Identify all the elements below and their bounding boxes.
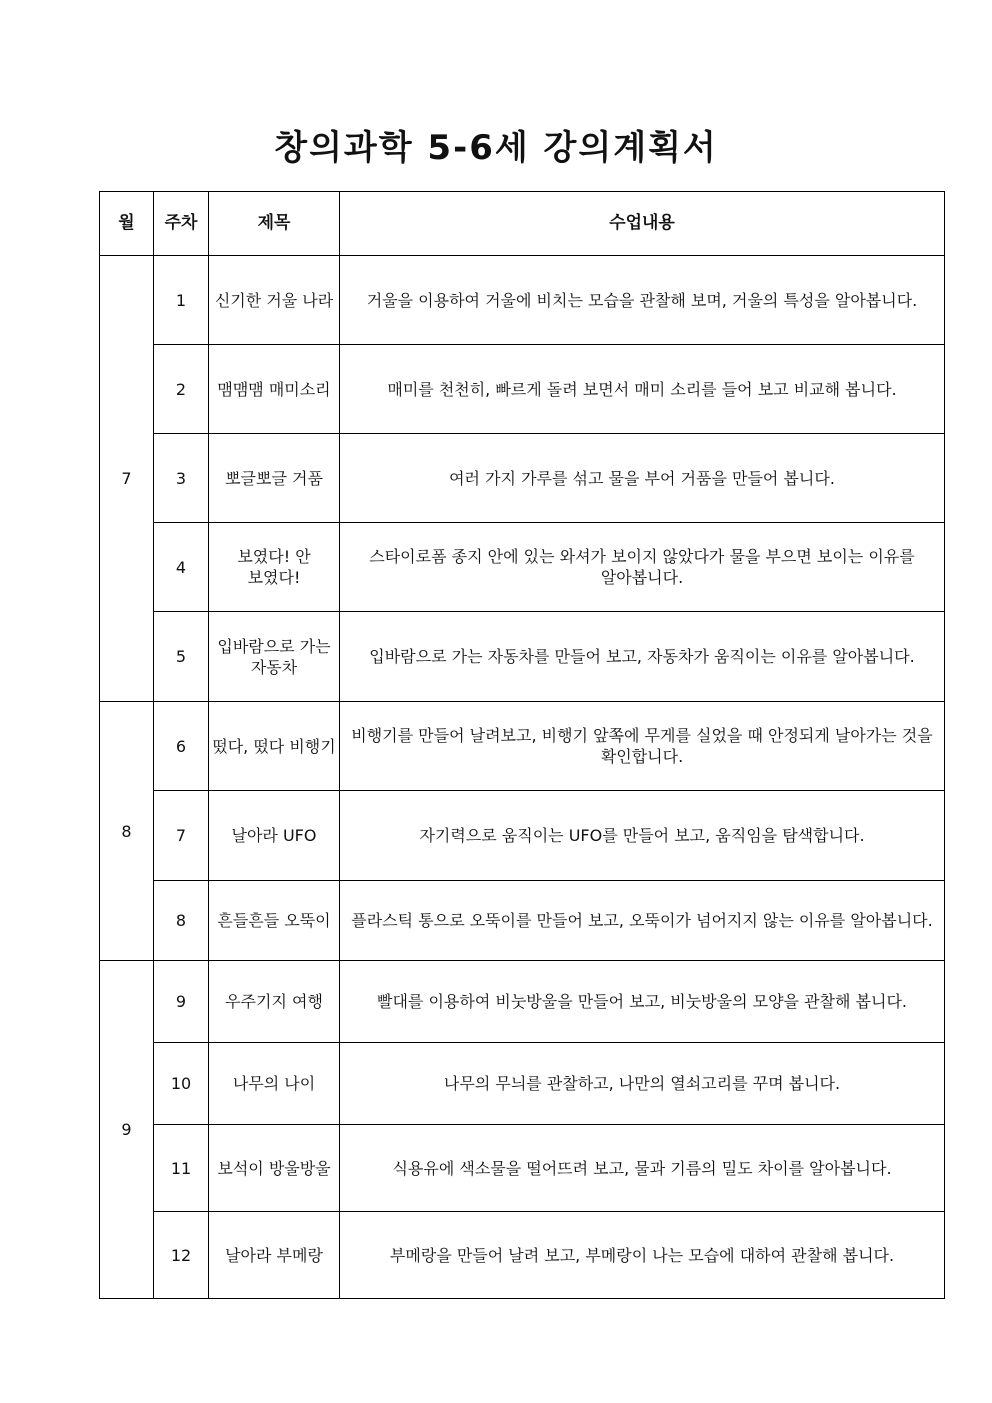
content-cell: 스타이로폼 종지 안에 있는 와셔가 보이지 않았다가 물을 부으면 보이는 이유를 알아봅니다. (340, 523, 945, 612)
week-cell: 3 (154, 434, 209, 523)
week-cell: 8 (154, 881, 209, 961)
content-cell: 자기력으로 움직이는 UFO를 만들어 보고, 움직임을 탐색합니다. (340, 791, 945, 881)
table-row (100, 256, 945, 345)
header-week: 주차 (154, 192, 209, 256)
month-cell: 7 (100, 256, 154, 702)
header-content: 수업내용 (340, 192, 945, 256)
subject-cell: 입바람으로 가는 자동차 (209, 612, 340, 702)
month-cell: 9 (100, 961, 154, 1299)
subject-cell: 나무의 나이 (209, 1043, 340, 1125)
table-row (100, 1125, 945, 1212)
subject-cell: 맴맴맴 매미소리 (209, 345, 340, 434)
week-cell: 4 (154, 523, 209, 612)
table-row (100, 1043, 945, 1125)
table-row (100, 434, 945, 523)
week-cell: 12 (154, 1212, 209, 1299)
header-row (100, 192, 945, 256)
week-cell: 1 (154, 256, 209, 345)
subject-cell: 뽀글뽀글 거품 (209, 434, 340, 523)
content-cell: 빨대를 이용하여 비눗방울을 만들어 보고, 비눗방울의 모양을 관찰해 봅니다. (340, 961, 945, 1043)
subject-cell: 우주기지 여행 (209, 961, 340, 1043)
subject-cell: 흔들흔들 오뚝이 (209, 881, 340, 961)
content-cell: 비행기를 만들어 날려보고, 비행기 앞쪽에 무게를 실었을 때 안정되게 날아가는 것을 확인합니다. (340, 702, 945, 791)
page-title: 창의과학 5-6세 강의계획서 (274, 128, 718, 168)
week-cell: 9 (154, 961, 209, 1043)
content-cell: 나무의 무늬를 관찰하고, 나만의 열쇠고리를 꾸며 봅니다. (340, 1043, 945, 1125)
week-cell: 7 (154, 791, 209, 881)
table-row (100, 881, 945, 961)
table-row (100, 345, 945, 434)
week-cell: 5 (154, 612, 209, 702)
lesson-plan-table (99, 191, 945, 1299)
content-cell: 거울을 이용하여 거울에 비치는 모습을 관찰해 보며, 거울의 특성을 알아봅니다. (340, 256, 945, 345)
header-month: 월 (100, 192, 154, 256)
subject-cell: 떴다, 떴다 비행기 (209, 702, 340, 791)
content-cell: 매미를 천천히, 빠르게 돌려 보면서 매미 소리를 들어 보고 비교해 봅니다. (340, 345, 945, 434)
week-cell: 2 (154, 345, 209, 434)
header-subject: 제목 (209, 192, 340, 256)
content-cell: 입바람으로 가는 자동차를 만들어 보고, 자동차가 움직이는 이유를 알아봅니다. (340, 612, 945, 702)
table-row (100, 702, 945, 791)
week-cell: 11 (154, 1125, 209, 1212)
subject-cell: 보였다! 안 보였다! (209, 523, 340, 612)
subject-cell: 날아라 부메랑 (209, 1212, 340, 1299)
table-row (100, 791, 945, 881)
table-row (100, 961, 945, 1043)
content-cell: 식용유에 색소물을 떨어뜨려 보고, 물과 기름의 밀도 차이를 알아봅니다. (340, 1125, 945, 1212)
content-cell: 여러 가지 가루를 섞고 물을 부어 거품을 만들어 봅니다. (340, 434, 945, 523)
table-row (100, 523, 945, 612)
subject-cell: 보석이 방울방울 (209, 1125, 340, 1212)
month-cell: 8 (100, 702, 154, 961)
subject-cell: 신기한 거울 나라 (209, 256, 340, 345)
week-cell: 10 (154, 1043, 209, 1125)
content-cell: 플라스틱 통으로 오뚝이를 만들어 보고, 오뚝이가 넘어지지 않는 이유를 알아봅니다. (340, 881, 945, 961)
content-cell: 부메랑을 만들어 날려 보고, 부메랑이 나는 모습에 대하여 관찰해 봅니다. (340, 1212, 945, 1299)
subject-cell: 날아라 UFO (209, 791, 340, 881)
table-row (100, 612, 945, 702)
week-cell: 6 (154, 702, 209, 791)
table-row (100, 1212, 945, 1299)
